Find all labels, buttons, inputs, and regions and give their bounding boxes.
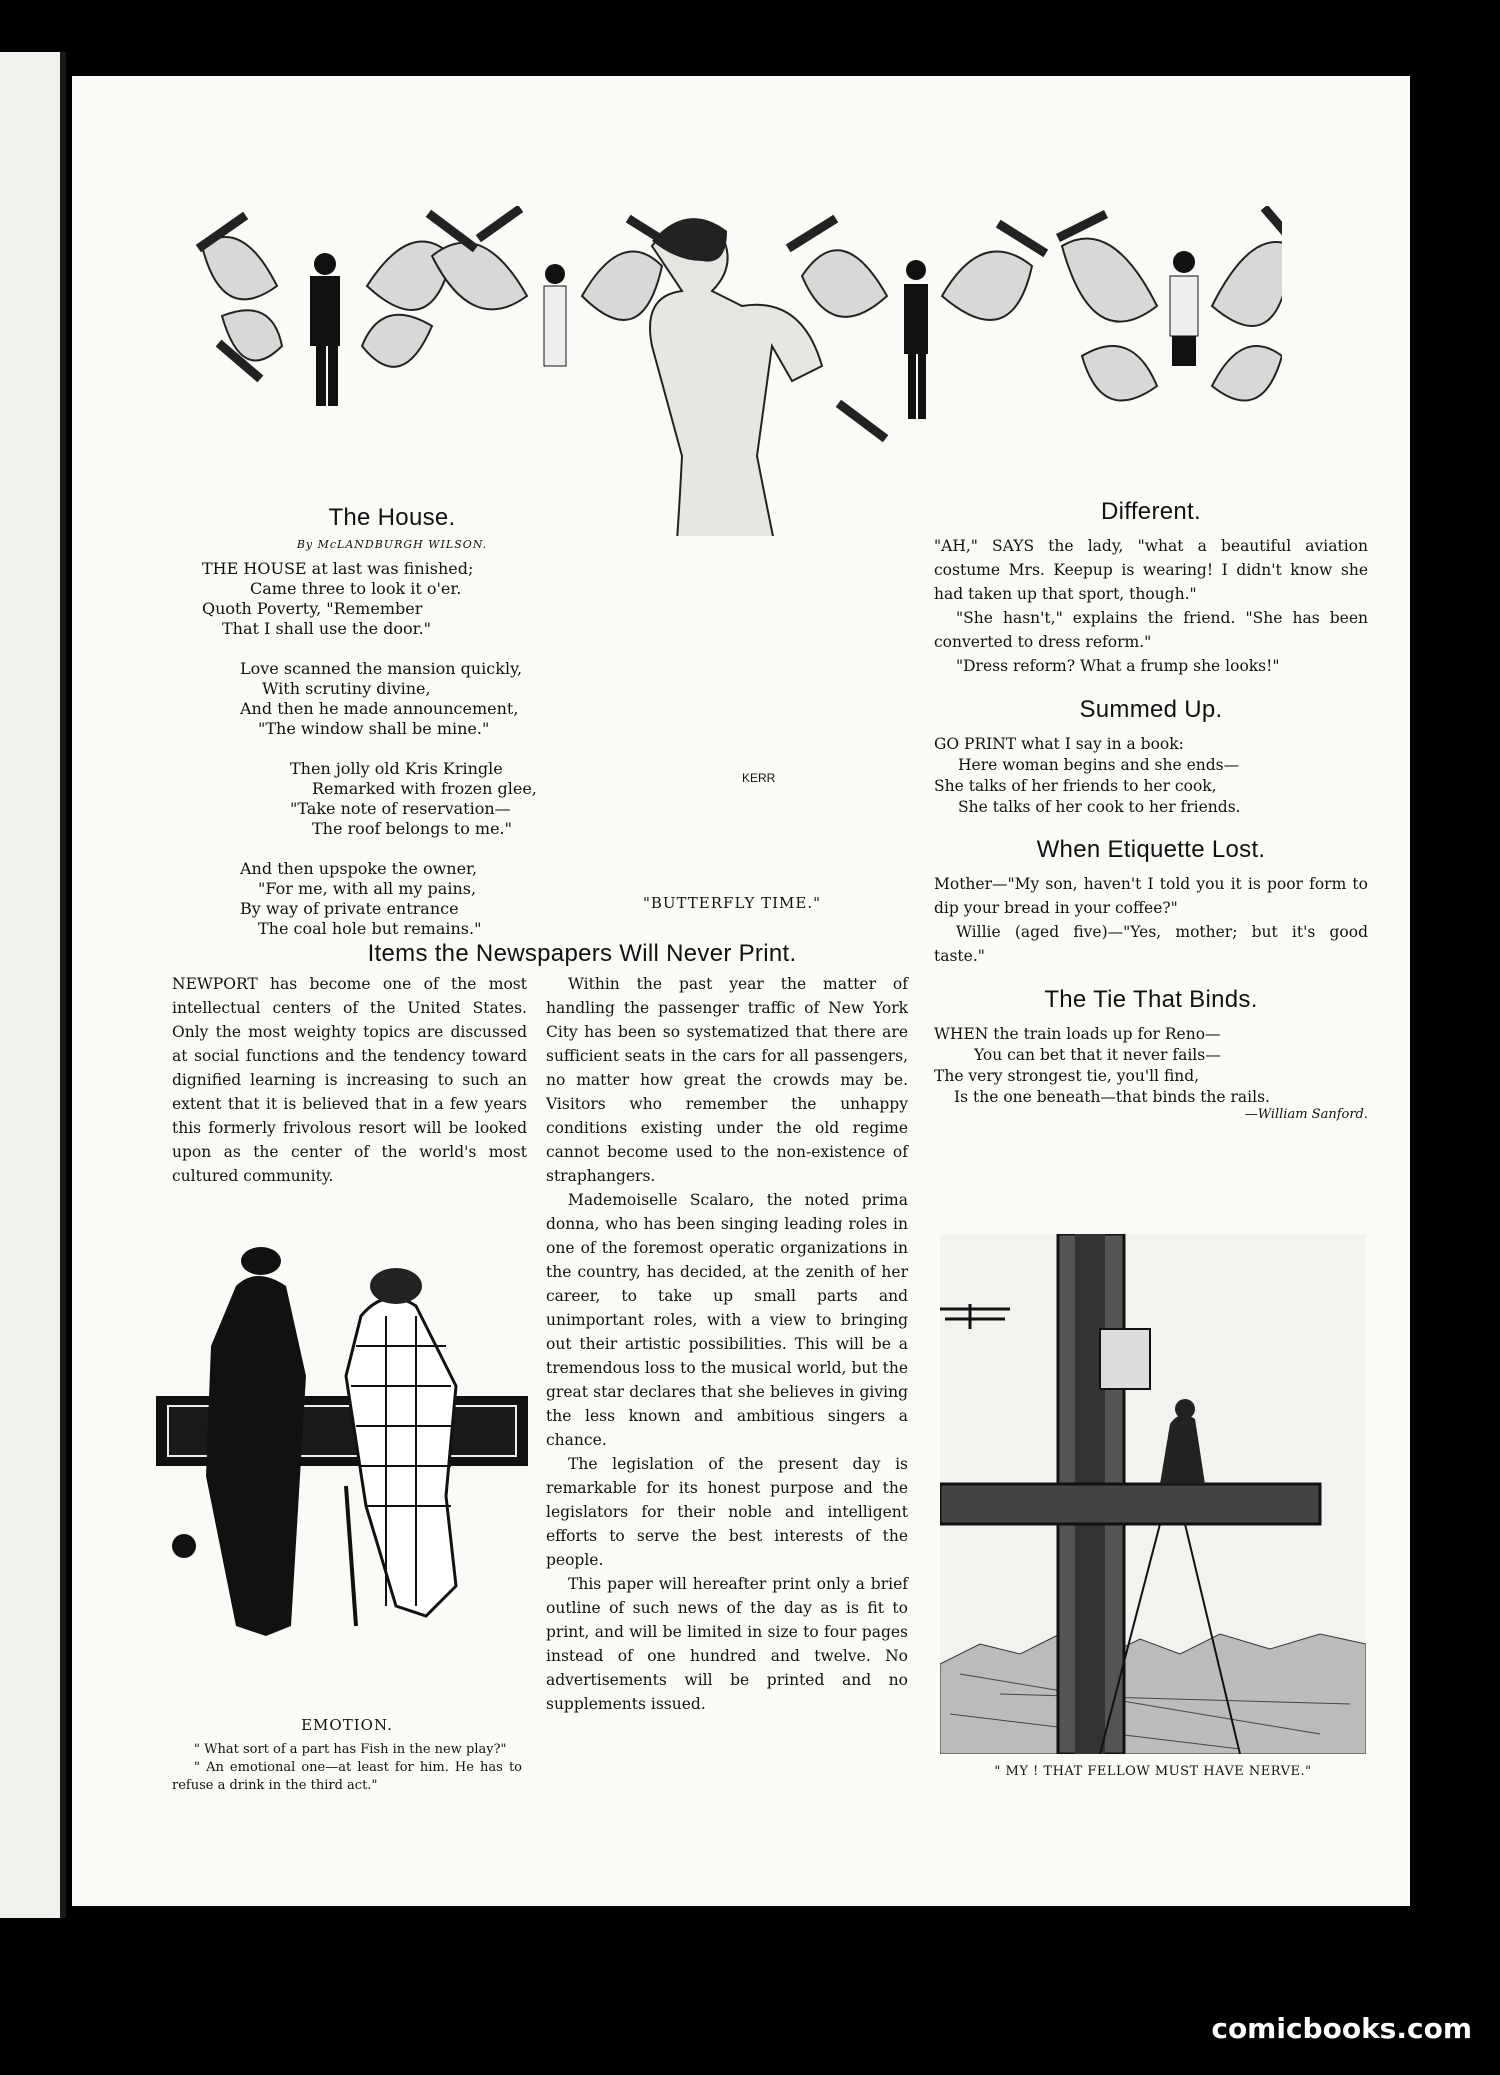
verse-line: The coal hole but remains." [258, 919, 482, 938]
etiquette-title: When Etiquette Lost. [1036, 836, 1266, 863]
verse-line: "The window shall be mine." [258, 719, 490, 738]
items-title: Items the Newspapers Will Never Print. [367, 940, 797, 967]
different-text [934, 534, 1368, 678]
tie-verse [934, 1024, 1368, 1125]
paragraph: Mademoiselle Scalaro, the noted prima donna, who has been singing leading roles in one of the foremost operatic organizations in the country, has decided, at the zenith of her career, to take up small parts and unimportant roles, with a view to bringing out their artistic possibilities. This will be a tremendous loss to the musical world, but the great star declares that she believes in giving the less known and ambitious singers a chance. [546, 1191, 908, 1449]
skyscraper-cartoon-illustration [940, 1234, 1366, 1754]
verse-line: Here woman begins and she ends— [958, 756, 1240, 774]
verse-line: GO PRINT what I say in a book: [934, 735, 1184, 753]
items-column-1 [172, 972, 527, 1188]
tie-author: —William Sanford. [1244, 1107, 1368, 1122]
stanza [202, 559, 582, 639]
emotion-caption: EMOTION. [301, 1716, 393, 1734]
verse-line: Then jolly old Kris Kringle [290, 759, 503, 778]
butterfly-banner-illustration [182, 206, 1282, 536]
verse-line: You can bet that it never fails— [974, 1046, 1221, 1064]
dialogue-line: " An emotional one—at least for him. He has to refuse a drink in the third act." [172, 1760, 522, 1793]
emotion-cartoon-illustration [156, 1226, 536, 1686]
verse-line: Is the one beneath—that binds the rails. [954, 1088, 1270, 1106]
magazine-page [72, 76, 1410, 1906]
paragraph: "She hasn't," explains the friend. "She has been converted to dress reform." [934, 609, 1368, 651]
paragraph: NEWPORT has become one of the most intellectual centers of the United States. Only the most weighty topics are discussed at social functions and the tendency toward dignified learning is increasing to such an extent that it is believed that in a few years this formerly frivolous resort will be looked upon as the center of the world's most cultured community. [172, 975, 527, 1185]
artist-signature: KERR [742, 771, 776, 785]
house-stanzas [202, 559, 582, 939]
items-column-2 [546, 972, 908, 1716]
dialogue-line: " What sort of a part has Fish in the new play?" [194, 1742, 507, 1757]
verse-line: "Take note of reservation— [290, 799, 511, 818]
verse-line: With scrutiny divine, [262, 679, 431, 698]
verse-line: She talks of her friends to her cook, [934, 777, 1217, 795]
verse-line: She talks of her cook to her friends. [958, 798, 1241, 816]
different-title: Different. [1101, 498, 1201, 525]
right-column [934, 498, 1368, 1125]
paragraph: Mother—"My son, haven't I told you it is poor form to dip your bread in your coffee?" [934, 875, 1368, 917]
emotion-dialogue [172, 1741, 522, 1795]
paragraph: The legislation of the present day is remarkable for its honest purpose and the legislators for their noble and intelligent efforts to serve the best interests of the people. [546, 1455, 908, 1569]
verse-line: And then upspoke the owner, [240, 859, 478, 878]
verse-line: Came three to look it o'er. [250, 579, 462, 598]
stanza [202, 859, 582, 939]
nerve-caption: " MY ! THAT FELLOW MUST HAVE NERVE." [994, 1764, 1312, 1779]
verse-line: Love scanned the mansion quickly, [240, 659, 523, 678]
paragraph: This paper will hereafter print only a brief outline of such news of the day as is fit to print, and will be limited in size to four pages instead of one hundred and twelve. No advertisements will be printed and no supplements issued. [546, 1575, 908, 1713]
verse-line: Quoth Poverty, "Remember [202, 599, 423, 618]
etiquette-text [934, 872, 1368, 968]
stanza [202, 659, 582, 739]
stanza [202, 759, 582, 839]
paragraph: "AH," SAYS the lady, "what a beautiful aviation costume Mrs. Keepup is wearing! I didn't know she had taken up that sport, though." [934, 537, 1368, 603]
butterfly-caption: "BUTTERFLY TIME." [642, 894, 822, 912]
paragraph: Willie (aged five)—"Yes, mother; but it's good taste." [934, 923, 1368, 965]
verse-line: The very strongest tie, you'll find, [934, 1067, 1200, 1085]
summed-verse [934, 734, 1368, 818]
verse-line: By way of private entrance [240, 899, 459, 918]
verse-line: The roof belongs to me." [312, 819, 512, 838]
verse-line: That I shall use the door." [222, 619, 432, 638]
verse-line: THE HOUSE at last was finished; [202, 559, 474, 578]
house-poem [202, 504, 582, 939]
site-watermark: comicbooks.com [1211, 2012, 1472, 2045]
verse-line: "For me, with all my pains, [258, 879, 477, 898]
verse-line: Remarked with frozen glee, [312, 779, 537, 798]
house-byline: By McLANDBURGH WILSON. [296, 538, 488, 551]
paragraph: Within the past year the matter of handling the passenger traffic of New York City has been so systematized that there are sufficient seats in the cars for all passengers, no matter how great the crowds may be. Visitors who remember the unhappy conditions existing under the old regime cannot become used to the non-existence of straphangers. [546, 975, 908, 1185]
tie-title: The Tie That Binds. [1044, 986, 1258, 1013]
house-title: The House. [328, 504, 456, 531]
summed-title: Summed Up. [1079, 696, 1223, 723]
verse-line: WHEN the train loads up for Reno— [934, 1025, 1221, 1043]
paragraph: "Dress reform? What a frump she looks!" [956, 657, 1280, 675]
verse-line: And then he made announcement, [240, 699, 519, 718]
facing-page-edge [0, 52, 66, 1918]
